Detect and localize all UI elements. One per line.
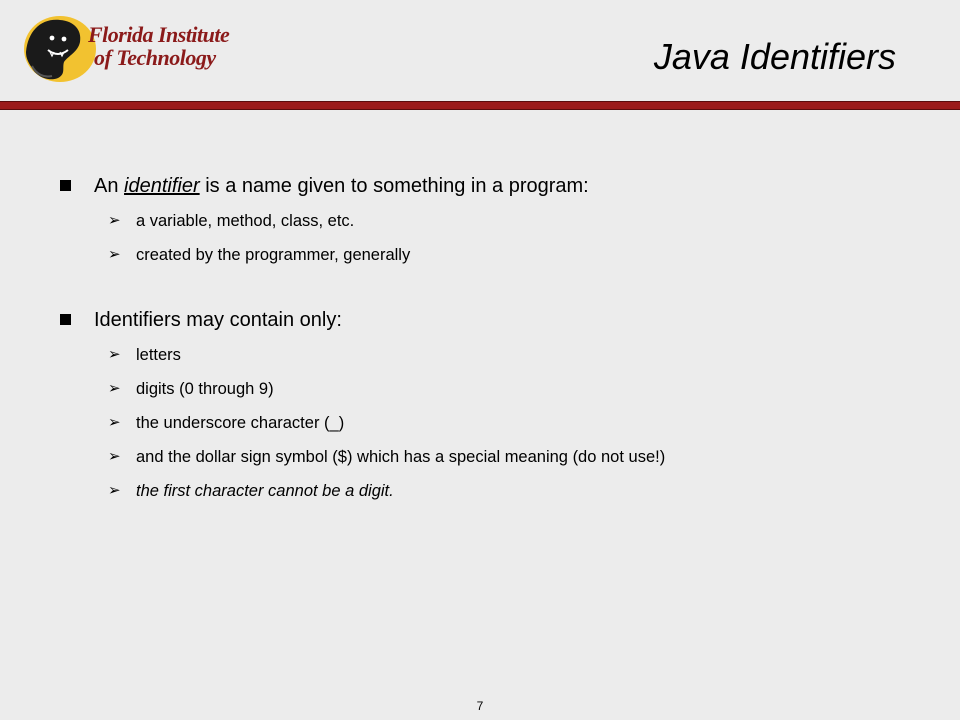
- title-divider: [0, 101, 960, 110]
- sub-bullet-item: [60, 204, 940, 238]
- sub-bullet-item: [60, 338, 940, 372]
- slide-title: Java Identifiers: [653, 36, 896, 77]
- sub-bullet-text: digits (0 through 9): [136, 380, 274, 398]
- bullet-text-emph: identifier: [124, 175, 200, 197]
- arrowhead-bullet-icon: ➢: [108, 212, 121, 229]
- arrowhead-bullet-icon: ➢: [108, 346, 121, 363]
- arrowhead-bullet-icon: ➢: [108, 414, 121, 431]
- sub-bullet-text: the underscore character (_): [136, 414, 345, 432]
- bullet-item: [60, 306, 940, 334]
- arrowhead-bullet-icon: ➢: [108, 482, 121, 499]
- sub-bullet-item: [60, 372, 940, 406]
- square-bullet-icon: [60, 314, 71, 325]
- logo-text-line1: Florida Institute: [88, 22, 230, 47]
- fit-logo: [18, 12, 248, 86]
- sub-bullet-text: the first character cannot be a digit.: [136, 482, 394, 500]
- arrowhead-bullet-icon: ➢: [108, 380, 121, 397]
- bullet-text-pre: An: [94, 175, 125, 197]
- page-number: 7: [476, 699, 484, 713]
- bullet-item: [60, 172, 940, 200]
- sub-bullet-item: [60, 474, 940, 508]
- sub-bullet-text: letters: [136, 346, 181, 364]
- sub-bullet-item: [60, 406, 940, 440]
- arrowhead-bullet-icon: ➢: [108, 448, 121, 465]
- bullet-text-post: is a name given to something in a program:: [199, 175, 589, 197]
- sub-bullet-text: and the dollar sign symbol ($) which has a special meaning (do not use!): [136, 448, 666, 466]
- arrowhead-bullet-icon: ➢: [108, 246, 121, 263]
- bullet-text: Identifiers may contain only:: [94, 309, 342, 331]
- logo-text-line2: of Technology: [94, 45, 216, 70]
- sub-bullet-item: [60, 238, 940, 272]
- sub-bullet-text: a variable, method, class, etc.: [136, 212, 355, 230]
- slide-content: [60, 172, 940, 508]
- sub-bullet-item: [60, 440, 940, 474]
- sub-bullet-text: created by the programmer, generally: [136, 246, 411, 264]
- square-bullet-icon: [60, 180, 71, 191]
